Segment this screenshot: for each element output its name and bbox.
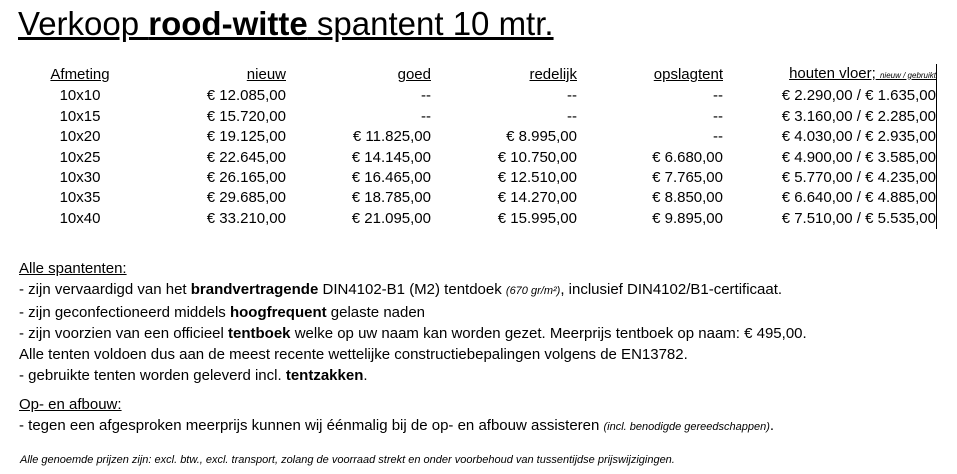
header-houten-note: nieuw / gebruikt xyxy=(879,71,936,80)
spantenten-line-4: Alle tenten voldoen dus aan de meest recente wettelijke constructiebepalingen volgens de EN13782. xyxy=(19,346,688,363)
cell-goed: € 14.145,00 xyxy=(351,148,431,166)
header-redelijk: redelijk xyxy=(529,66,577,83)
cell-size: 10x20 xyxy=(59,128,101,146)
cell-nieuw: € 12.085,00 xyxy=(206,87,286,105)
title-post: spantent 10 mtr. xyxy=(307,5,554,42)
cell-nieuw: € 26.165,00 xyxy=(206,169,286,187)
header-houten-vloer: houten vloer; nieuw / gebruikt xyxy=(723,64,937,86)
cell-redelijk: € 15.995,00 xyxy=(497,209,577,227)
info-block xyxy=(19,258,949,438)
header-afmeting: Afmeting xyxy=(50,66,110,83)
table-row xyxy=(20,209,937,229)
cell-size: 10x40 xyxy=(59,209,101,227)
opbouw-line-1: - tegen een afgesproken meerprijs kunnen wij éénmalig bij de op- en afbouw assisteren (incl. benodigde gereedschappen). xyxy=(19,417,775,434)
cell-nieuw: € 22.645,00 xyxy=(206,148,286,166)
cell-goed: € 16.465,00 xyxy=(351,169,431,187)
cell-size: 10x35 xyxy=(59,189,101,207)
cell-redelijk: € 8.995,00 xyxy=(506,128,577,146)
spantenten-line-3: - zijn voorzien van een officieel tentboek welke op uw naam kan worden gezet. Meerprijs tentboek op naam: € 495,00. xyxy=(19,325,807,342)
table-row xyxy=(20,188,937,208)
cell-redelijk: € 14.270,00 xyxy=(497,189,577,207)
table-row xyxy=(20,168,937,188)
table-header-row xyxy=(20,64,937,86)
cell-size: 10x15 xyxy=(59,107,101,125)
cell-goed: € 21.095,00 xyxy=(351,209,431,227)
cell-redelijk: € 12.510,00 xyxy=(497,169,577,187)
table-row xyxy=(20,148,937,168)
cell-redelijk: -- xyxy=(567,107,577,125)
table-row xyxy=(20,107,937,127)
cell-opslag: € 8.850,00 xyxy=(652,189,723,207)
cell-houten: € 7.510,00 / € 5.535,00 xyxy=(723,209,937,229)
cell-houten: € 4.030,00 / € 2.935,00 xyxy=(723,127,937,147)
cell-size: 10x30 xyxy=(59,169,101,187)
cell-houten: € 3.160,00 / € 2.285,00 xyxy=(723,107,937,127)
table-row xyxy=(20,127,937,147)
cell-nieuw: € 33.210,00 xyxy=(206,209,286,227)
header-goed: goed xyxy=(397,66,431,83)
spantenten-heading: Alle spantenten: xyxy=(19,260,127,277)
cell-redelijk: -- xyxy=(567,87,577,105)
cell-opslag: € 9.895,00 xyxy=(652,209,723,227)
cell-opslag: -- xyxy=(713,107,723,125)
cell-opslag: -- xyxy=(713,87,723,105)
cell-houten: € 5.770,00 / € 4.235,00 xyxy=(723,168,937,188)
cell-goed: -- xyxy=(421,107,431,125)
title-pre: Verkoop xyxy=(18,5,149,42)
cell-opslag: € 6.680,00 xyxy=(652,148,723,166)
cell-goed: € 18.785,00 xyxy=(351,189,431,207)
page-title xyxy=(18,4,554,44)
cell-opslag: -- xyxy=(713,128,723,146)
cell-houten: € 2.290,00 / € 1.635,00 xyxy=(723,86,937,106)
cell-goed: € 11.825,00 xyxy=(352,128,431,146)
footer-note: Alle genoemde prijzen zijn: excl. btw., excl. transport, zolang de voorraad strekt en onder voorbehoud van tussentijdse prijswijzigingen. xyxy=(20,454,675,466)
spantenten-line-1: - zijn vervaardigd van het brandvertragende DIN4102-B1 (M2) tentdoek (670 gr/m²), inclusief DIN4102/B1-certificaat. xyxy=(19,281,783,298)
title-bold: rood-witte xyxy=(148,5,308,42)
header-nieuw: nieuw xyxy=(246,66,286,83)
cell-nieuw: € 19.125,00 xyxy=(206,128,286,146)
table-row xyxy=(20,86,937,106)
spantenten-line-2: - zijn geconfectioneerd middels hoogfrequent gelaste naden xyxy=(19,304,426,321)
cell-goed: -- xyxy=(421,87,431,105)
price-table xyxy=(20,64,937,229)
cell-opslag: € 7.765,00 xyxy=(652,169,723,187)
cell-houten: € 6.640,00 / € 4.885,00 xyxy=(723,188,937,208)
cell-size: 10x25 xyxy=(59,148,101,166)
cell-redelijk: € 10.750,00 xyxy=(497,148,577,166)
cell-nieuw: € 15.720,00 xyxy=(206,107,286,125)
header-opslagtent: opslagtent xyxy=(653,66,723,83)
opbouw-heading: Op- en afbouw: xyxy=(19,396,122,413)
cell-size: 10x10 xyxy=(59,87,101,105)
cell-nieuw: € 29.685,00 xyxy=(206,189,286,207)
cell-houten: € 4.900,00 / € 3.585,00 xyxy=(723,148,937,168)
spantenten-line-5: - gebruikte tenten worden geleverd incl. tentzakken. xyxy=(19,367,368,384)
